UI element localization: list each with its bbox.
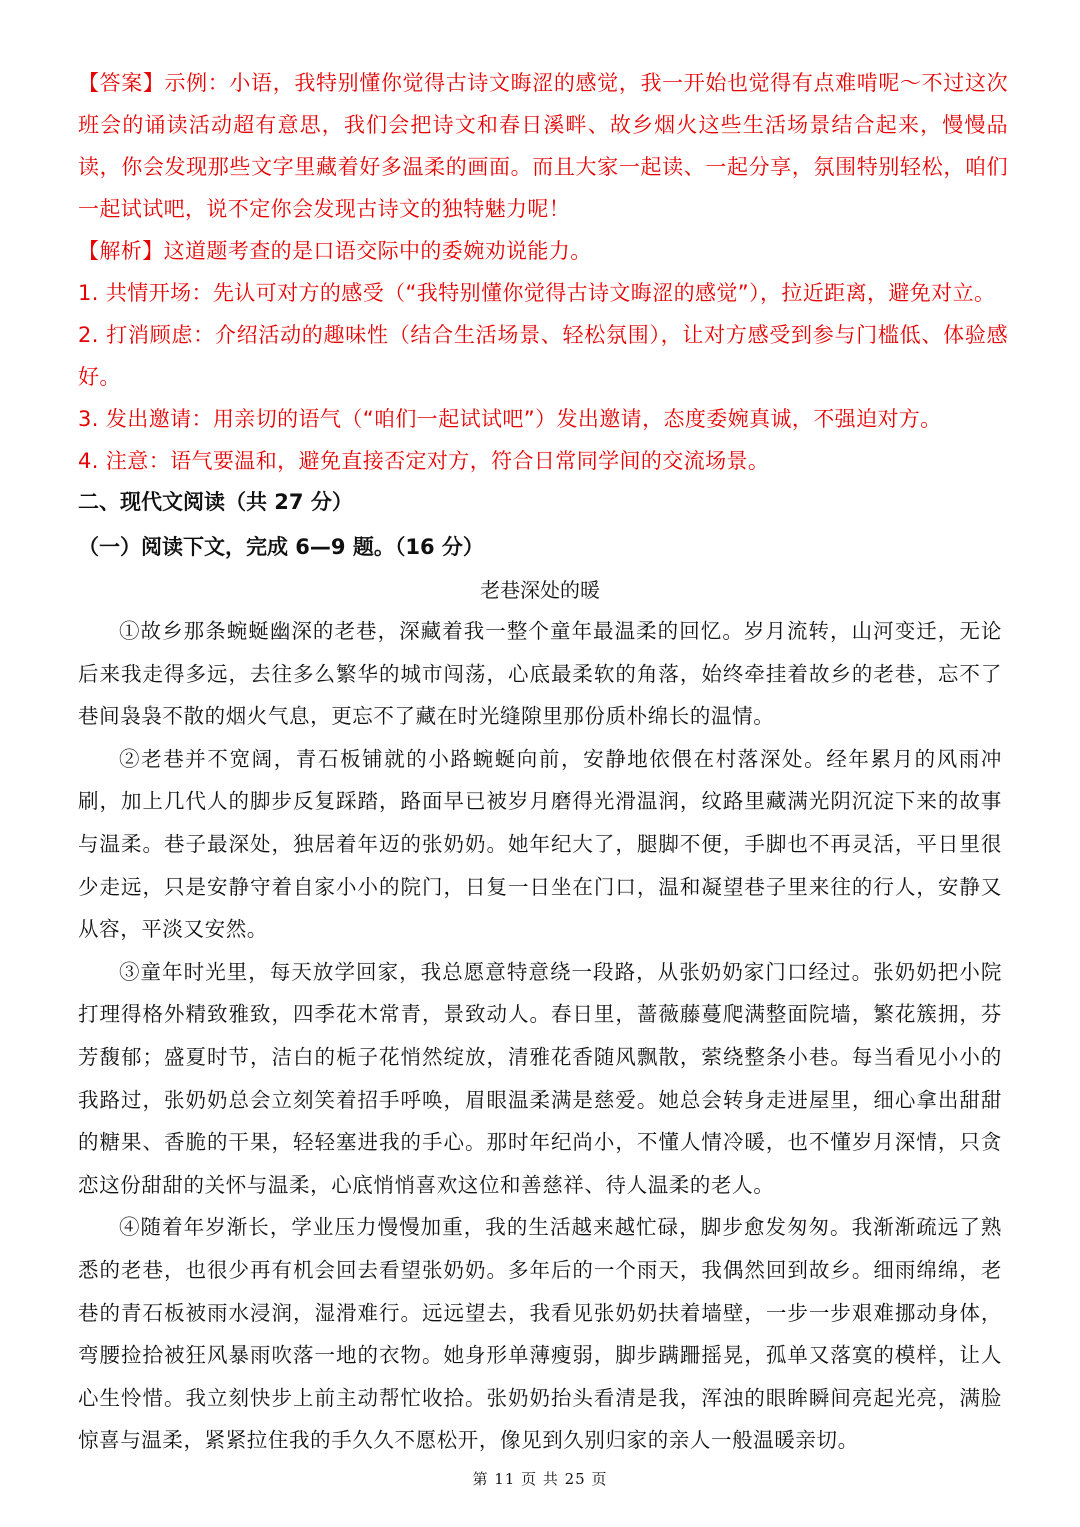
- answer-paragraph: [78, 62, 1008, 230]
- section-title: 二、现代文阅读（共 27 分）: [78, 490, 353, 514]
- analysis-item-1: 1. 共情开场：先认可对方的感受（“我特别懂你觉得古诗文晦涩的感觉”），拉近距离，避免对立。: [78, 281, 996, 305]
- sub-section-title: （一）阅读下文，完成 6—9 题。（16 分）: [78, 535, 484, 559]
- essay-body: [78, 610, 1002, 1462]
- analysis-label: 【解析】: [78, 239, 164, 263]
- essay-title: 老巷深处的暖: [480, 578, 600, 602]
- analysis-block: [78, 230, 1008, 482]
- analysis-item-4: 4. 注意：语气要温和，避免直接否定对方，符合日常同学间的交流场景。: [78, 449, 770, 473]
- essay-paragraph-1: ①故乡那条蜿蜒幽深的老巷，深藏着我一整个童年最温柔的回忆。岁月流转，山河变迁，无论后来我走得多远，去往多么繁华的城市闯荡，心底最柔软的角落，始终牵挂着故乡的老巷，忘不了巷间袅袅不散的烟火气息，更忘不了藏在时光缝隙里那份质朴绵长的温情。: [78, 619, 1002, 729]
- analysis-item-2: 2. 打消顾虑：介绍活动的趣味性（结合生活场景、轻松氛围），让对方感受到参与门槛低、体验感好。: [78, 323, 1008, 389]
- essay-paragraph-4: ④随着年岁渐长，学业压力慢慢加重，我的生活越来越忙碌，脚步愈发匆匆。我渐渐疏远了熟悉的老巷，也很少再有机会回去看望张奶奶。多年后的一个雨天，我偶然回到故乡。细雨绵绵，老巷的青石板被雨水浸润，湿滑难行。远远望去，我看见张奶奶扶着墙壁，一步一步艰难挪动身体，弯腰捡拾被狂风暴雨吹落一地的衣物。她身形单薄瘦弱，脚步蹒跚摇晃，孤单又落寞的模样，让人心生怜惜。我立刻快步上前主动帮忙收拾。张奶奶抬头看清是我，浑浊的眼眸瞬间亮起光亮，满脸惊喜与温柔，紧紧拉住我的手久久不愿松开，像见到久别归家的亲人一般温暖亲切。: [78, 1215, 1002, 1453]
- answer-text: 示例：小语，我特别懂你觉得古诗文晦涩的感觉，我一开始也觉得有点难啃呢～不过这次班会的诵读活动超有意思，我们会把诗文和春日溪畔、故乡烟火这些生活场景结合起来，慢慢品读，你会发现那些文字里藏着好多温柔的画面。而且大家一起读、一起分享，氛围特别轻松，咱们一起试试吧，说不定你会发现古诗文的独特魅力呢！: [78, 71, 1008, 221]
- essay-paragraph-3: ③童年时光里，每天放学回家，我总愿意特意绕一段路，从张奶奶家门口经过。张奶奶把小院打理得格外精致雅致，四季花木常青，景致动人。春日里，蔷薇藤蔓爬满整面院墙，繁花簇拥，芬芳馥郁；盛夏时节，洁白的栀子花悄然绽放，清雅花香随风飘散，萦绕整条小巷。每当看见小小的我路过，张奶奶总会立刻笑着招手呼唤，眉眼温柔满是慈爱。她总会转身走进屋里，细心拿出甜甜的糖果、香脆的干果，轻轻塞进我的手心。那时年纪尚小，不懂人情冷暖，也不懂岁月深情，只贪恋这份甜甜的关怀与温柔，心底悄悄喜欢这位和善慈祥、待人温柔的老人。: [78, 959, 1002, 1197]
- essay-paragraph-2: ②老巷并不宽阔，青石板铺就的小路蜿蜒向前，安静地依偎在村落深处。经年累月的风雨冲刷，加上几代人的脚步反复踩踏，路面早已被岁月磨得光滑温润，纹路里藏满光阴沉淀下来的故事与温柔。巷子最深处，独居着年迈的张奶奶。她年纪大了，腿脚不便，手脚也不再灵活，平日里很少走远，只是安静守着自家小小的院门，日复一日坐在门口，温和凝望巷子里来往的行人，安静又从容，平淡又安然。: [78, 746, 1002, 942]
- analysis-item-3: 3. 发出邀请：用亲切的语气（“咱们一起试试吧”）发出邀请，态度委婉真诚，不强迫对方。: [78, 407, 942, 431]
- analysis-intro: 这道题考查的是口语交际中的委婉劝说能力。: [163, 239, 592, 263]
- analysis-intro-line: [78, 230, 1008, 272]
- answer-block: [78, 62, 1008, 230]
- page-footer: 第 11 页 共 25 页: [472, 1470, 608, 1488]
- answer-label: 【答案】: [78, 71, 165, 95]
